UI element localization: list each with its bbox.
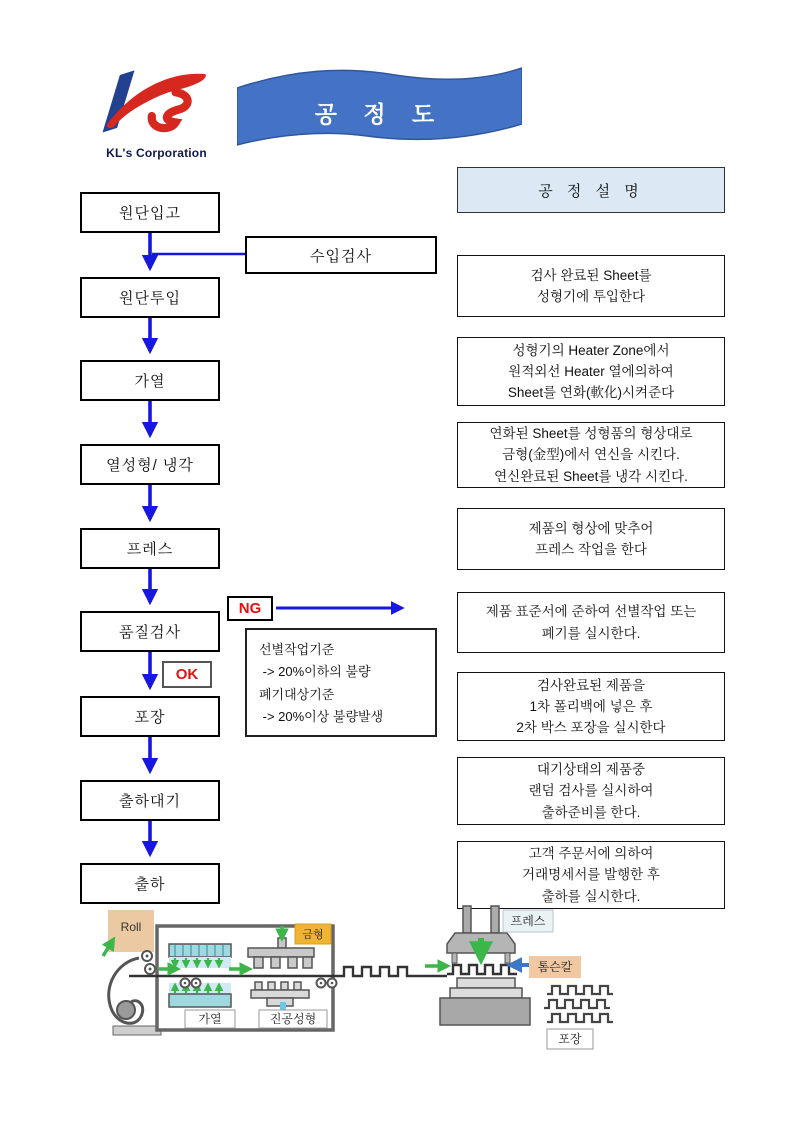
press-plate — [450, 988, 522, 998]
press-pin — [505, 953, 510, 963]
description-line: Sheet를 연화(軟化)시켜준다 — [507, 385, 675, 401]
description-line: 거래명세서를 발행한 후 — [522, 867, 660, 883]
description-line: 1차 폴리백에 넣은 후 — [529, 698, 653, 714]
logo-s-curve — [152, 92, 188, 128]
description-line: 연신완료된 Sheet를 냉각 시킨다. — [494, 468, 688, 484]
flow-step-shipping-standby: 출하대기 — [80, 780, 220, 821]
vacuum-forming-label: 진공성형 — [269, 1012, 317, 1026]
company-logo — [88, 64, 223, 148]
mold-label: 금형 — [302, 929, 324, 941]
description-line: 성형기의 Heater Zone에서 — [512, 342, 670, 358]
description-line: 성형기에 투입한다 — [536, 289, 646, 304]
flow-step-packing: 포장 — [80, 696, 220, 737]
page-title: 공 정 도 — [314, 101, 445, 127]
description-line: 2차 박스 포장을 실시한다 — [516, 720, 666, 736]
title-banner — [237, 66, 522, 146]
criteria-line: 선별작업기준 — [259, 642, 335, 657]
flow-step-shipping: 출하 — [80, 863, 220, 904]
roller-dot — [146, 955, 149, 958]
mold-plate — [248, 948, 314, 957]
press-base — [440, 998, 530, 1025]
description-line: 출하를 실시한다. — [541, 888, 641, 904]
description-line: 제품의 형상에 맞추어 — [528, 520, 654, 536]
description-line: 연화된 Sheet를 성형품의 형상대로 — [489, 426, 693, 441]
ok-label: OK — [162, 661, 212, 688]
description-box — [457, 592, 725, 653]
unwinder-base — [113, 1026, 161, 1035]
description-line: 제품 표준서에 준하여 선별작업 또는 — [485, 604, 697, 620]
description-line: 검사완료된 제품을 — [536, 677, 646, 693]
press-pin — [452, 953, 457, 963]
flow-step-press: 프레스 — [80, 528, 220, 569]
description-box — [457, 255, 725, 317]
stacked-products — [544, 986, 613, 1022]
criteria-line: -> 20%이하의 불량 — [259, 664, 371, 680]
description-box — [457, 337, 725, 406]
mold-stem — [278, 938, 286, 948]
criteria-line: -> 20%이상 불량발생 — [259, 709, 384, 725]
thomson-knife-label: 톰슨칼 — [537, 960, 573, 974]
roll-label: Roll — [120, 920, 142, 934]
description-line: 프레스 작업을 한다 — [535, 542, 647, 557]
bottom-heater-bar — [169, 994, 231, 1007]
description-line: 출하준비를 한다. — [541, 804, 641, 820]
description-box — [457, 757, 725, 825]
description-line: 폐기를 실시한다. — [541, 625, 641, 641]
formed-sheet-zigzag — [338, 967, 415, 976]
description-box — [457, 672, 725, 741]
company-name: KL's Corporation — [106, 146, 207, 160]
description-box — [457, 508, 725, 570]
heating-label: 가열 — [198, 1012, 222, 1026]
import-inspection-box: 수입검사 — [245, 236, 437, 274]
press-label: 프레스 — [510, 914, 546, 928]
flow-step-heating: 가열 — [80, 360, 220, 401]
flow-step-thermoforming-cooling: 열성형/ 냉각 — [80, 444, 220, 485]
description-box — [457, 422, 725, 488]
press-plate — [457, 978, 515, 988]
thermoforming-line-diagram — [95, 898, 695, 1063]
description-line: 원적외선 Heater 열에의하여 — [508, 363, 674, 379]
description-line: 고객 주문서에 의하여 — [528, 846, 654, 861]
press-post — [463, 906, 471, 933]
sheet-on-press — [447, 965, 517, 974]
sorting-criteria-box — [245, 628, 437, 737]
heater-stripes — [175, 945, 223, 956]
description-line: 대기상태의 제품중 — [536, 762, 646, 777]
flow-step-raw-material-receiving: 원단입고 — [80, 192, 220, 233]
description-line: 검사 완료된 Sheet를 — [530, 267, 652, 283]
criteria-line: 폐기대상기준 — [259, 686, 335, 702]
top-heat-glow — [169, 957, 231, 968]
flow-step-raw-material-input: 원단투입 — [80, 277, 220, 318]
description-line: 금형(金型)에서 연신을 시킨다. — [502, 447, 680, 463]
roll-core — [117, 1001, 135, 1019]
description-line: 랜덤 검사를 실시하여 — [528, 783, 654, 799]
packing-label: 포장 — [558, 1032, 582, 1046]
ng-label: NG — [227, 596, 273, 621]
flow-step-quality-inspection: 품질검사 — [80, 611, 220, 652]
press-post — [491, 906, 499, 933]
roller-dot — [149, 968, 152, 971]
process-description-header: 공 정 설 명 — [457, 167, 725, 213]
